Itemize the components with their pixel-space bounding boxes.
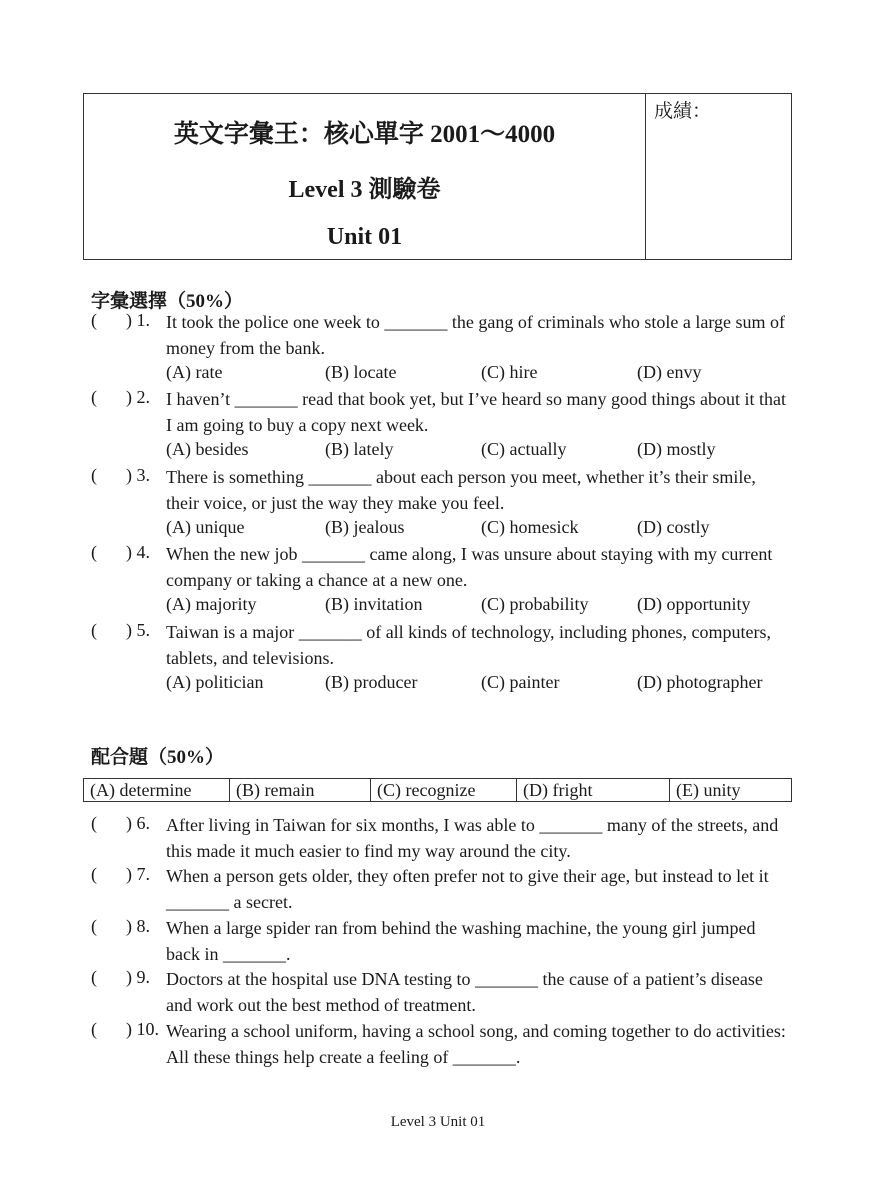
question-text: When a person gets older, they often prefer not to give their age, but instead to let it _______ a secret. [166,866,769,912]
question-text: When a large spider ran from behind the washing machine, the young girl jumped back in _______. [166,918,756,964]
option-d: (D) costly [637,517,710,537]
question-number: ) 1. [126,310,150,330]
option-d: (D) envy [637,362,702,382]
option-a: (A) majority [166,594,257,614]
option-d: (D) mostly [637,439,716,459]
matching-section-title: 配合題（50%） [91,747,225,768]
question-text: Wearing a school uniform, having a school song, and coming together to do activities: All these things help create a feeling of _______. [166,1021,786,1067]
title-area [84,94,645,259]
answer-blank-open: ( [91,542,97,562]
option-c: (C) homesick [481,517,579,537]
option-a: (A) rate [166,362,223,382]
answer-blank-open: ( [91,465,97,485]
answer-blank-open: ( [91,967,97,987]
question-text: When the new job _______ came along, I was unsure about staying with my current company or taking a chance at a new one. [166,544,773,590]
question-text: Doctors at the hospital use DNA testing to _______ the cause of a patient’s disease and work out the best method of treatment. [166,969,763,1015]
option-b: (B) locate [325,362,397,382]
option-a: (A) unique [166,517,245,537]
question-number: ) 9. [126,967,150,987]
answer-blank-open: ( [91,387,97,407]
question-text: After living in Taiwan for six months, I was able to _______ many of the streets, and this made it much easier to find my way around the city. [166,815,779,861]
word-bank-item: (D) fright [523,780,593,800]
option-b: (B) producer [325,672,418,692]
page-footer: Level 3 Unit 01 [390,1114,486,1130]
option-c: (C) painter [481,672,560,692]
question-text: I haven’t _______ read that book yet, but I’ve heard so many good things about it that I am going to buy a copy next week. [166,389,787,435]
score-label: 成績： [654,101,712,122]
question-number: ) 2. [126,387,150,407]
question-number: ) 10. [126,1019,159,1039]
worksheet-unit: Unit 01 [326,224,403,250]
answer-blank-open: ( [91,864,97,884]
question-number: ) 7. [126,864,150,884]
question-number: ) 8. [126,916,150,936]
option-b: (B) invitation [325,594,423,614]
option-d: (D) opportunity [637,594,751,614]
option-a: (A) besides [166,439,249,459]
question-number: ) 4. [126,542,150,562]
option-a: (A) politician [166,672,264,692]
word-bank-item: (B) remain [236,780,315,800]
answer-blank-open: ( [91,310,97,330]
worksheet-level: Level 3 測驗卷 [288,177,441,203]
option-d: (D) photographer [637,672,763,692]
word-bank-item: (C) recognize [377,780,476,800]
word-bank [83,778,792,802]
word-bank-item: (E) unity [676,780,741,800]
question-number: ) 3. [126,465,150,485]
answer-blank-open: ( [91,620,97,640]
option-b: (B) lately [325,439,394,459]
worksheet-title: 英文字彙王：核心單字 2001～4000 [173,121,556,148]
option-c: (C) hire [481,362,538,382]
question-text: There is something _______ about each person you meet, whether it’s their smile, their voice, or just the way they make you feel. [166,467,756,513]
answer-blank-open: ( [91,813,97,833]
vocab-section-title: 字彙選擇（50%） [91,291,244,312]
answer-blank-open: ( [91,916,97,936]
header-box [83,93,792,260]
word-bank-item: (A) determine [90,780,192,800]
option-c: (C) actually [481,439,567,459]
question-text: Taiwan is a major _______ of all kinds of technology, including phones, computers, tablets, and televisions. [166,622,771,668]
question-number: ) 5. [126,620,150,640]
option-b: (B) jealous [325,517,405,537]
answer-blank-open: ( [91,1019,97,1039]
question-text: It took the police one week to _______ the gang of criminals who stole a large sum of money from the bank. [166,312,786,358]
option-c: (C) probability [481,594,589,614]
question-number: ) 6. [126,813,150,833]
score-box [645,94,791,259]
